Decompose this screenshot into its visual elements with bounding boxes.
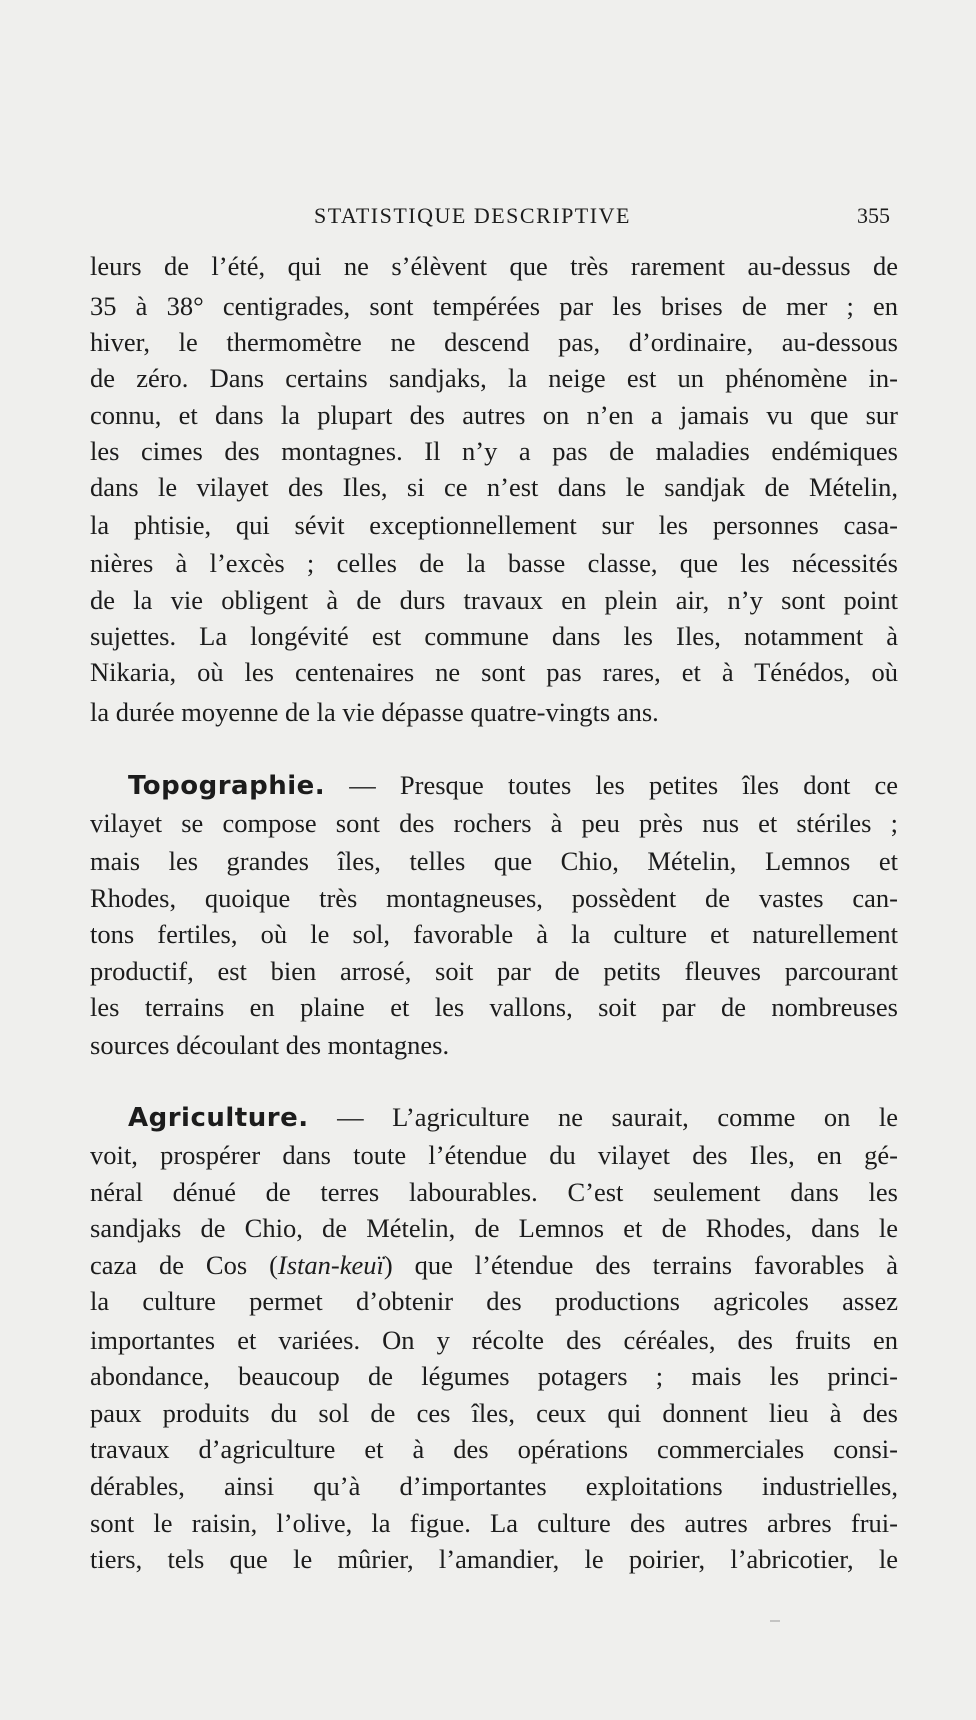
text-line: travaux d’agriculture et à des opérations commerciales consi-	[90, 1434, 898, 1464]
text-line: Rhodes, quoique très montagneuses, possèdent de vastes can-	[90, 883, 898, 913]
text-line: Nikaria, où les centenaires ne sont pas rares, et à Ténédos, où	[90, 657, 898, 687]
paragraph-first-line	[128, 1099, 898, 1135]
paragraph-first-line	[128, 767, 898, 803]
text-line: importantes et variées. On y récolte des céréales, des fruits en	[90, 1325, 898, 1355]
running-head	[90, 203, 890, 237]
text-line: les cimes des montagnes. Il n’y a pas de maladies endémiques	[90, 436, 898, 466]
text-line: voit, prospérer dans toute l’étendue du vilayet des Iles, en gé-	[90, 1140, 898, 1170]
text-line: leurs de l’été, qui ne s’élèvent que très rarement au-dessus de	[90, 251, 898, 281]
text-line: abondance, beaucoup de légumes potagers ; mais les princi-	[90, 1361, 898, 1391]
text-line: vilayet se compose sont des rochers à peu près nus et stériles ;	[90, 808, 898, 838]
text-run: — L’agriculture ne saurait, comme on le	[337, 1102, 898, 1132]
text-run: caza de Cos (	[90, 1250, 278, 1280]
text-line: 35 à 38° centigrades, sont tempérées par les brises de mer ; en	[90, 291, 898, 321]
text-line	[90, 1247, 898, 1283]
paper-speck	[770, 1620, 780, 1622]
text-run: — Presque toutes les petites îles dont ce	[349, 770, 898, 800]
text-run: ) que l’étendue des terrains favorables à	[383, 1250, 898, 1280]
text-line: connu, et dans la plupart des autres on n’en a jamais vu que sur	[90, 400, 898, 430]
text-line: sujettes. La longévité est commune dans les Iles, notamment à	[90, 621, 898, 651]
text-line: hiver, le thermomètre ne descend pas, d’ordinaire, au-dessous	[90, 327, 898, 357]
text-line: mais les grandes îles, telles que Chio, Mételin, Lemnos et	[90, 846, 898, 876]
text-line: sandjaks de Chio, de Mételin, de Lemnos et de Rhodes, dans le	[90, 1213, 898, 1243]
text-line: tiers, tels que le mûrier, l’amandier, le poirier, l’abricotier, le	[90, 1544, 898, 1574]
page-number: 355	[857, 203, 890, 228]
text-line: productif, est bien arrosé, soit par de petits fleuves parcourant	[90, 956, 898, 986]
text-line: néral dénué de terres labourables. C’est seulement dans les	[90, 1177, 898, 1207]
text-line: dans le vilayet des Iles, si ce n’est dans le sandjak de Mételin,	[90, 472, 898, 502]
text-line: les terrains en plaine et les vallons, soit par de nombreuses	[90, 992, 898, 1022]
text-line: nières à l’excès ; celles de la basse classe, que les nécessités	[90, 548, 898, 578]
section-heading-topographie: Topographie.	[128, 771, 326, 801]
text-line: sont le raisin, l’olive, la figue. La culture des autres arbres frui-	[90, 1508, 898, 1538]
text-line: sources découlant des montagnes.	[90, 1030, 450, 1060]
text-line: de la vie obligent à de durs travaux en plein air, n’y sont point	[90, 585, 898, 615]
text-line: tons fertiles, où le sol, favorable à la culture et naturellement	[90, 919, 898, 949]
text-line: la phtisie, qui sévit exceptionnellement sur les personnes casa-	[90, 510, 898, 540]
text-line: dérables, ainsi qu’à d’importantes exploitations industrielles,	[90, 1471, 898, 1501]
text-line: paux produits du sol de ces îles, ceux qui donnent lieu à des	[90, 1398, 898, 1428]
running-title: STATISTIQUE DESCRIPTIVE	[314, 203, 631, 228]
italic-place-name: Istan-keuï	[277, 1250, 384, 1280]
text-line: la durée moyenne de la vie dépasse quatre-vingts ans.	[90, 697, 659, 727]
text-line: la culture permet d’obtenir des productions agricoles assez	[90, 1286, 898, 1316]
section-heading-agriculture: Agriculture.	[128, 1103, 309, 1133]
text-line: de zéro. Dans certains sandjaks, la neige est un phénomène in-	[90, 363, 898, 393]
